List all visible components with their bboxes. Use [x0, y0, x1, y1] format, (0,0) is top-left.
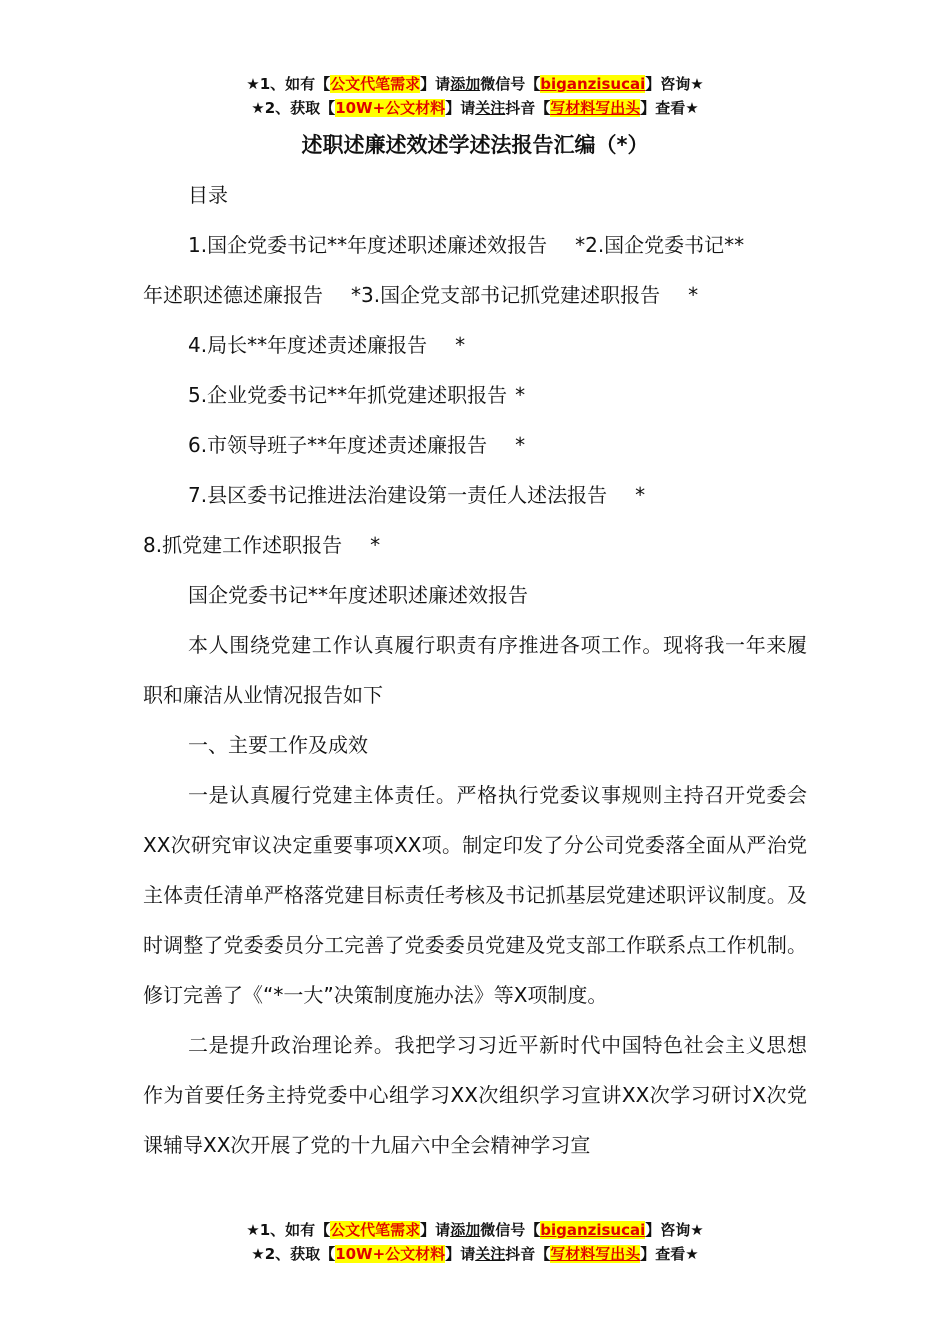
toc-line — [143, 270, 807, 320]
toc-item-1: 1.国企党委书记**年度述职述廉述效报告 — [188, 233, 548, 257]
banner-text: ★2、获取【 — [251, 1245, 336, 1263]
body-paragraph-2: 二是提升政治理论养。我把学习习近平新时代中国特色社会主义思想作为首要任务主持党委中心组学习XX次组织学习宣讲XX次学习研讨X次党课辅导XX次开展了党的十九届六中全会精神学习宣 — [143, 1033, 807, 1157]
header-banner — [0, 72, 950, 120]
toc-item-5: 5.企业党委书记**年抓党建述职报告 — [188, 383, 508, 407]
toc-line — [143, 420, 807, 470]
toc-line — [143, 520, 807, 570]
toc-marker: * — [688, 283, 699, 307]
toc-item-3: 3.国企党支部书记抓党建述职报告 — [361, 283, 661, 307]
section-title: 国企党委书记**年度述职述廉述效报告 — [188, 583, 528, 607]
toc-marker: * — [635, 483, 646, 507]
toc-marker: * — [515, 433, 526, 457]
banner-text: 】咨询★ — [645, 75, 704, 93]
toc-line — [143, 370, 807, 420]
banner-line-2 — [0, 1242, 950, 1266]
toc-item-6: 6.市领导班子**年度述责述廉报告 — [188, 433, 488, 457]
banner-text: 】请 — [420, 75, 451, 93]
banner-text: ★2、获取【 — [251, 99, 336, 117]
toc-item-2: 2.国企党委书记** — [585, 233, 745, 257]
toc-marker: * — [351, 283, 361, 307]
banner-text: 微信号【 — [480, 75, 541, 93]
banner-highlight: 公文代笔需求 — [330, 1221, 421, 1239]
banner-text: 】查看★ — [640, 1245, 699, 1263]
banner-text: 】请 — [420, 1221, 451, 1239]
banner-text: ★1、如有【 — [246, 1221, 331, 1239]
section-heading: 一、主要工作及成效 — [188, 733, 368, 757]
banner-douyin-id: 写材料写出头 — [550, 1245, 641, 1263]
banner-text: 】请 — [445, 99, 476, 117]
banner-line-1 — [0, 72, 950, 96]
toc-item-2-cont: 年述职述德述廉报告 — [143, 283, 323, 307]
banner-line-2 — [0, 96, 950, 120]
banner-wechat-id: biganzisucai — [540, 1221, 646, 1239]
banner-douyin-id: 写材料写出头 — [550, 99, 641, 117]
toc-marker: * — [515, 383, 526, 407]
document-title: 述职述廉述效述学述法报告汇编（*） — [301, 133, 649, 157]
banner-text: ★1、如有【 — [246, 75, 331, 93]
intro-paragraph: 本人围绕党建工作认真履行职责有序推进各项工作。现将我一年来履职和廉洁从业情况报告如下 — [143, 633, 807, 707]
document-body — [143, 170, 807, 1170]
banner-line-1 — [0, 1218, 950, 1242]
banner-highlight: 10W+公文材料 — [335, 99, 446, 117]
toc-item-7: 7.县区委书记推进法治建设第一责任人述法报告 — [188, 483, 608, 507]
toc-marker: * — [575, 233, 586, 257]
banner-emphasis: 添加 — [450, 75, 481, 93]
banner-text: 】查看★ — [640, 99, 699, 117]
toc-heading: 目录 — [188, 183, 228, 207]
toc-item-4: 4.局长**年度述责述廉报告 — [188, 333, 428, 357]
banner-emphasis: 关注 — [475, 1245, 506, 1263]
banner-text: 】请 — [445, 1245, 476, 1263]
toc-item-8: 8.抓党建工作述职报告 — [143, 533, 343, 557]
banner-text: 抖音【 — [505, 1245, 551, 1263]
banner-text: 微信号【 — [480, 1221, 541, 1239]
toc-line — [143, 470, 807, 520]
banner-highlight: 10W+公文材料 — [335, 1245, 446, 1263]
toc-line — [143, 320, 807, 370]
toc-marker: * — [370, 533, 381, 557]
banner-text: 】咨询★ — [645, 1221, 704, 1239]
body-paragraph-1: 一是认真履行党建主体责任。严格执行党委议事规则主持召开党委会XX次研究审议决定重要事项XX项。制定印发了分公司党委落全面从严治党主体责任清单严格落党建目标责任考核及书记抓基层党建述职评议制度。及时调整了党委委员分工完善了党委委员党建及党支部工作联系点工作机制。修订完善了《“*一大”决策制度施办法》等X项制度。 — [143, 783, 807, 1007]
banner-emphasis: 关注 — [475, 99, 506, 117]
banner-text: 抖音【 — [505, 99, 551, 117]
footer-banner — [0, 1218, 950, 1266]
toc-line — [143, 220, 807, 270]
banner-wechat-id: biganzisucai — [540, 75, 646, 93]
toc-marker: * — [455, 333, 466, 357]
banner-emphasis: 添加 — [450, 1221, 481, 1239]
banner-highlight: 公文代笔需求 — [330, 75, 421, 93]
